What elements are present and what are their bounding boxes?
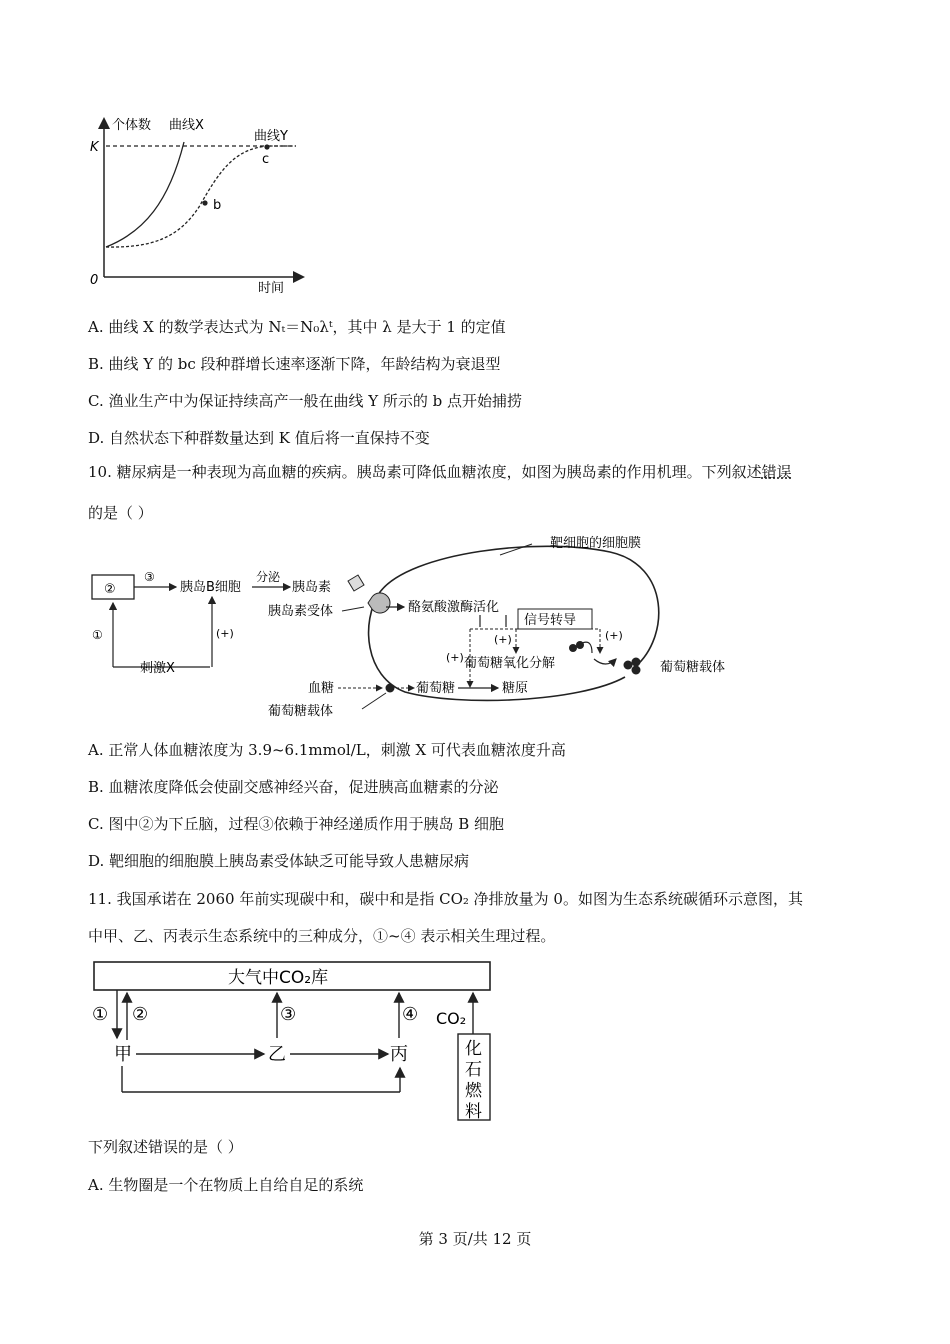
q9-option-a: A. 曲线 X 的数学表达式为 Nₜ＝N₀λᵗ，其中 λ 是大于 1 的定值: [88, 318, 506, 336]
q11-question: 下列叙述错误的是（ ）: [88, 1138, 243, 1156]
circle-1-label: ①: [92, 628, 103, 642]
plus-right: (+): [605, 629, 623, 642]
membrane-label: 靶细胞的细胞膜: [550, 536, 642, 551]
stimulus-label: 刺激X: [140, 661, 175, 676]
q10-stem-line-2: 的是（ ）: [88, 504, 153, 522]
point-c-label: c: [262, 152, 270, 167]
co2-pool-label: 大气中CO₂库: [228, 968, 329, 988]
point-b: [202, 200, 207, 205]
population-curve-figure: [84, 112, 314, 302]
process-4-label: ④: [402, 1004, 419, 1025]
fuel-char-2: 石: [465, 1060, 482, 1080]
k-label: K: [90, 140, 99, 155]
carrier-bottom-label: 葡萄糖载体: [268, 704, 334, 719]
q10-option-a: A. 正常人体血糖浓度为 3.9~6.1mmol/L，刺激 X 可代表血糖浓度升高: [88, 741, 566, 759]
page-footer: 第 3 页/共 12 页: [418, 1230, 532, 1248]
plus-mid: (+): [494, 633, 512, 646]
oxidation-label: 葡萄糖氧化分解: [464, 656, 556, 671]
insulin-mechanism-figure: [80, 527, 740, 722]
curve-y-label: 曲线Y: [254, 129, 288, 144]
jia-label: 甲: [114, 1044, 132, 1065]
q9-option-b: B. 曲线 Y 的 bc 段种群增长速率逐渐下降，年龄结构为衰退型: [88, 355, 501, 373]
process-3-label: ③: [280, 1004, 297, 1025]
receptor-label: 胰岛素受体: [268, 604, 334, 619]
y-axis-label: 个体数: [112, 118, 152, 133]
fuel-char-4: 料: [465, 1102, 482, 1122]
box-2-label: ②: [104, 582, 116, 597]
q11-stem-line-2: 中甲、乙、丙表示生态系统中的三种成分，①~④ 表示相关生理过程。: [88, 927, 556, 945]
fuel-co2-label: CO₂: [436, 1009, 467, 1028]
carbon-cycle-figure: [88, 958, 498, 1124]
fuel-char-3: 燃: [465, 1081, 482, 1101]
blood-sugar-label: 血糖: [308, 681, 335, 696]
q10-option-c: C. 图中②为下丘脑，过程③依赖于神经递质作用于胰岛 B 细胞: [88, 815, 505, 833]
cell-membrane: [369, 546, 659, 700]
signal-label: 信号转导: [524, 613, 577, 628]
membrane-pointer: [500, 544, 532, 555]
q9-option-c: C. 渔业生产中为保证持续高产一般在曲线 Y 所示的 b 点开始捕捞: [88, 392, 523, 410]
q9-option-d: D. 自然状态下种群数量达到 K 值后将一直保持不变: [88, 429, 430, 447]
plus-left: (+): [216, 627, 234, 640]
q10-stem-line-1: [88, 462, 792, 482]
q11-option-a: A. 生物圈是一个在物质上自给自足的系统: [88, 1176, 364, 1194]
q10-option-b: B. 血糖浓度降低会使副交感神经兴奋，促进胰高血糖素的分泌: [88, 778, 499, 796]
origin-label: 0: [90, 273, 99, 288]
insulin-label: 胰岛素: [292, 580, 332, 595]
arrow-3-label: ③: [144, 570, 155, 584]
enzyme-label: 酪氨酸激酶活化: [408, 600, 500, 615]
process-2-label: ②: [132, 1004, 149, 1025]
secrete-label: 分泌: [256, 570, 281, 584]
fuel-char-1: 化: [465, 1039, 482, 1059]
q10-stem-emphasis: 错误: [761, 463, 792, 481]
plus-glycogen: (+): [446, 651, 464, 664]
point-b-label: b: [213, 198, 222, 213]
x-axis-label: 时间: [258, 281, 285, 296]
q10-stem-text: 10. 糖尿病是一种表现为高血糖的疾病。胰岛素可降低血糖浓度，如图为胰岛素的作用机理。下列叙述: [88, 463, 762, 481]
glucose-label: 葡萄糖: [416, 681, 456, 696]
curve-x: [106, 142, 184, 247]
bing-label: 丙: [390, 1044, 408, 1065]
curve-x-label: 曲线X: [169, 118, 204, 133]
process-1-label: ①: [92, 1004, 109, 1025]
point-c: [264, 144, 269, 149]
q11-stem-line-1: 11. 我国承诺在 2060 年前实现碳中和，碳中和是指 CO₂ 净排放量为 0。如图为生态系统碳循环示意图，其: [88, 890, 803, 908]
carrier-right-label: 葡萄糖载体: [660, 660, 726, 675]
glycogen-label: 糖原: [502, 681, 529, 696]
yi-label: 乙: [268, 1044, 286, 1065]
q10-option-d: D. 靶细胞的细胞膜上胰岛素受体缺乏可能导致人患糖尿病: [88, 852, 470, 870]
islet-b-label: 胰岛B细胞: [180, 580, 241, 595]
